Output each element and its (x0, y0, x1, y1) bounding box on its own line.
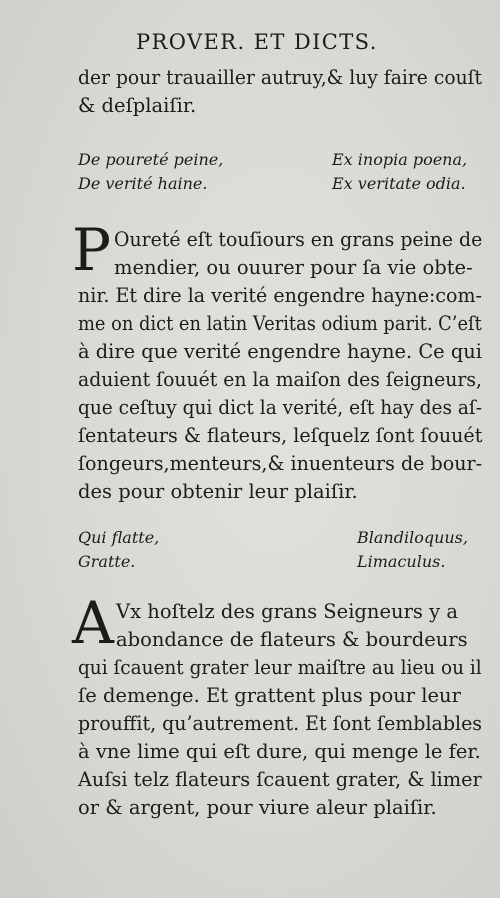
para1-line-1: Oureté eſt touſiours en grans peine de (114, 228, 483, 251)
para2-drop-cap: A (72, 589, 114, 657)
proverb1-latin-line-2: Ex veritate odia. (332, 174, 466, 193)
running-head: PROVER. ET DICTS. (136, 30, 378, 54)
proverb2-latin-line-1: Blandiloquus, (357, 528, 468, 547)
para1-line-10: des pour obtenir leur plaiſir. (78, 480, 358, 503)
proverb1-french-line-1: De poureté peine, (78, 150, 224, 169)
para1-line-4: me on dict en latin Veritas odium parit. C’eſt (78, 312, 482, 335)
para2-line-3: qui ſcauent grater leur maiſtre au lieu ou il (78, 656, 482, 679)
para1-line-7: que ceſtuy qui dict la verité, eſt hay des aſ- (78, 396, 483, 419)
para1-line-5: à dire que verité engendre hayne. Ce qui (78, 340, 482, 363)
para1-line-3: nir. Et dire la verité engendre hayne:com- (78, 284, 482, 307)
para1-line-9: ſongeurs,menteurs,& inuenteurs de bour- (78, 452, 483, 475)
intro-line-1: der pour trauailler autruy,& luy faire couſt (78, 66, 483, 89)
para2-line-7: Auſsi telz flateurs ſcauent grater, & limer (78, 768, 482, 791)
proverb1-french-line-2: De verité haine. (78, 174, 208, 193)
para2-line-5: prouffit, qu’autrement. Et ſont ſemblables (78, 712, 483, 735)
para1-drop-cap: P (72, 216, 112, 284)
para2-line-8: or & argent, pour viure aleur plaiſir. (78, 796, 437, 819)
para2-line-6: à vne lime qui eſt dure, qui menge le fer. (78, 740, 481, 763)
proverb2-latin-line-2: Limaculus. (357, 552, 446, 571)
intro-line-2: & deſplaiſir. (78, 94, 197, 117)
para2-line-1: Vx hoſtelz des grans Seigneurs y a (116, 600, 458, 623)
proverb2-french-line-1: Qui flatte, (78, 528, 160, 547)
para2-line-2: abondance de flateurs & bourdeurs (116, 628, 468, 651)
proverb1-latin-line-1: Ex inopia poena, (332, 150, 468, 169)
proverb2-french-line-2: Gratte. (78, 552, 136, 571)
para1-line-6: aduient ſouuét en la maiſon des ſeigneurs, (78, 368, 483, 391)
para1-line-2: mendier, ou ouurer pour ſa vie obte- (114, 256, 473, 279)
para2-line-4: ſe demenge. Et grattent plus pour leur (78, 684, 461, 707)
para1-line-8: ſentateurs & flateurs, leſquelz ſont ſouuét (78, 424, 483, 447)
